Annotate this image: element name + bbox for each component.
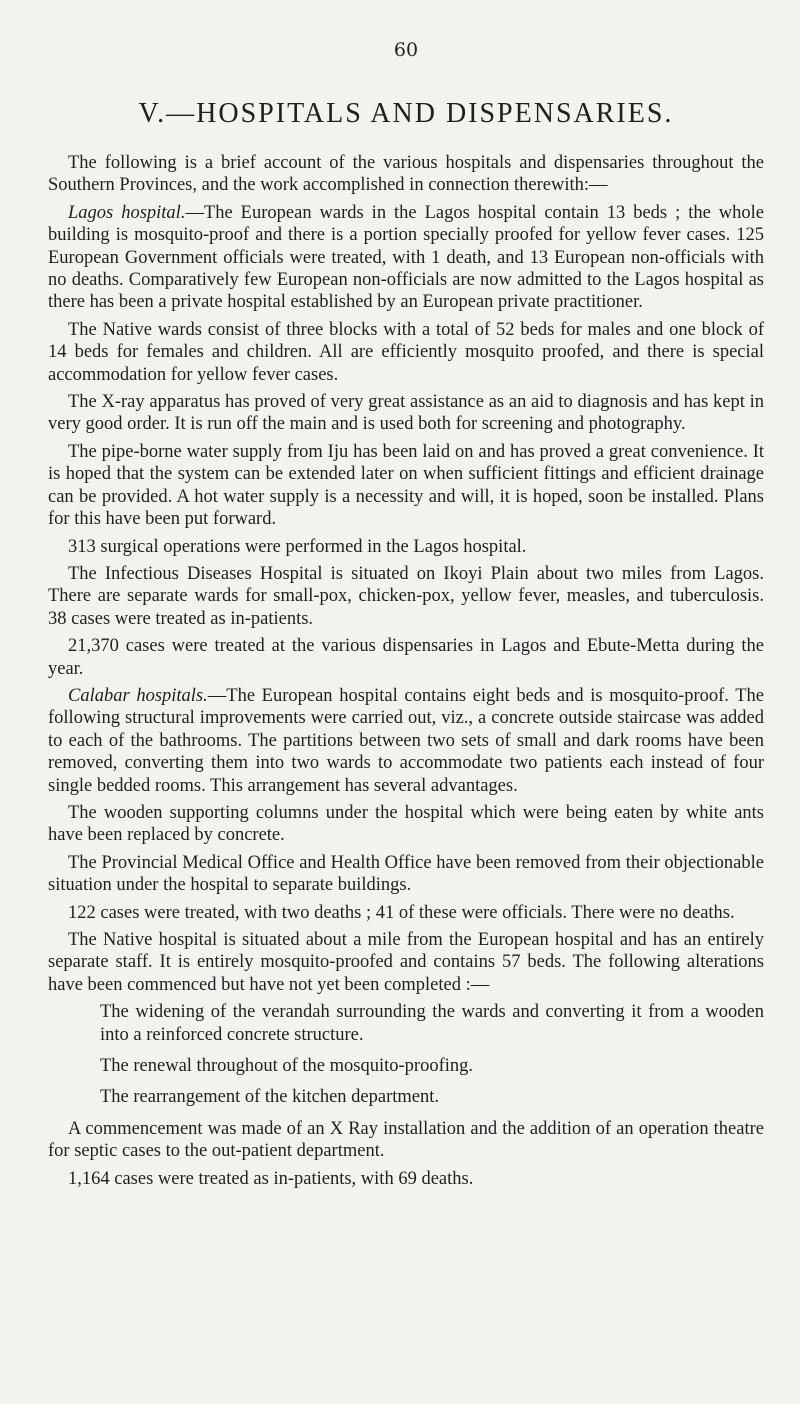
calabar-paragraph-5: The Native hospital is situated about a mile from the European hospital and has an entirely separate staff. It is entirely mosquito-proofed and contains 57 beds. The following alterations have been commenced but have not yet been completed :— — [48, 930, 764, 995]
lagos-paragraph-1-text: —The European wards in the Lagos hospital contain 13 beds ; the whole building is mosquito-proof and there is a portion specially proofed for yellow fever cases. 125 European Government officials were treated, with 1 death, and 13 European non-officials with no deaths. Comparatively few European non-officials are now admitted to the Lagos hospital as there has been a private hospital established by an European private practitioner. — [48, 202, 764, 313]
lagos-paragraph-1 — [48, 202, 764, 314]
lagos-paragraph-7: 21,370 cases were treated at the various dispensaries in Lagos and Ebute-Metta during the year. — [48, 636, 764, 679]
calabar-paragraph-2: The wooden supporting columns under the hospital which were being eaten by white ants have been replaced by concrete. — [48, 802, 764, 846]
lagos-paragraph-6: The Infectious Diseases Hospital is situated on Ikoyi Plain about two miles from Lagos. There are separate wards for small-pox, chicken-pox, yellow fever, measles, and tuberculosis. 38 cases were treated as in-patients. — [48, 563, 764, 629]
lagos-paragraph-3: The X-ray apparatus has proved of very great assistance as an aid to diagnosis and has kept in very good order. It is run off the main and is used both for screening and photography. — [48, 392, 764, 435]
section-title: V.—HOSPITALS AND DISPENSARIES. — [138, 98, 674, 129]
calabar-heading: Calabar hospitals. — [68, 685, 208, 706]
lagos-paragraph-5: 313 surgical operations were performed in the Lagos hospital. — [68, 536, 527, 557]
calabar-paragraph-4: 122 cases were treated, with two deaths ; 41 of these were officials. There were no deaths. — [68, 902, 735, 923]
alteration-item-1: The widening of the verandah surrounding the wards and converting it from a wooden into a reinforced concrete structure. — [100, 1002, 764, 1045]
lagos-paragraph-4: The pipe-borne water supply from Iju has been laid on and has proved a great convenience. It is hoped that the system can be extended later on when sufficient fittings and efficient drainage can be provided. A hot water supply is a necessity and will, it is hoped, soon be installed. Plans for this have been put forward. — [48, 441, 764, 530]
lagos-heading: Lagos hospital. — [68, 202, 186, 223]
alteration-item-3: The rearrangement of the kitchen department. — [100, 1087, 440, 1108]
calabar-paragraph-6: A commencement was made of an X Ray installation and the addition of an operation theatre for septic cases to the out-patient department. — [48, 1118, 764, 1162]
calabar-paragraph-7: 1,164 cases were treated as in-patients, with 69 deaths. — [68, 1168, 474, 1189]
intro-paragraph: The following is a brief account of the various hospitals and dispensaries throughout the Southern Provinces, and the work accomplished in connection therewith:— — [48, 153, 764, 196]
alteration-item-2: The renewal throughout of the mosquito-proofing. — [100, 1056, 473, 1077]
page-number: 60 — [393, 39, 419, 61]
calabar-paragraph-1-text: —The European hospital contains eight beds and is mosquito-proof. The following structural improvements were carried out, viz., a concrete outside staircase was added to each of the bathrooms. The partitions between two sets of small and dark rooms have been removed, converting them into two wards to accommodate two patients each instead of four single bedded rooms. This arrangement has several advantages. — [48, 685, 765, 796]
calabar-paragraph-3: The Provincial Medical Office and Health Office have been removed from their objectionable situation under the hospital to separate buildings. — [48, 852, 764, 896]
lagos-paragraph-2: The Native wards consist of three blocks with a total of 52 beds for males and one block of 14 beds for females and children. All are efficiently mosquito proofed, and there is special accommodation for yellow fever cases. — [48, 319, 764, 385]
calabar-paragraph-1 — [48, 685, 764, 797]
